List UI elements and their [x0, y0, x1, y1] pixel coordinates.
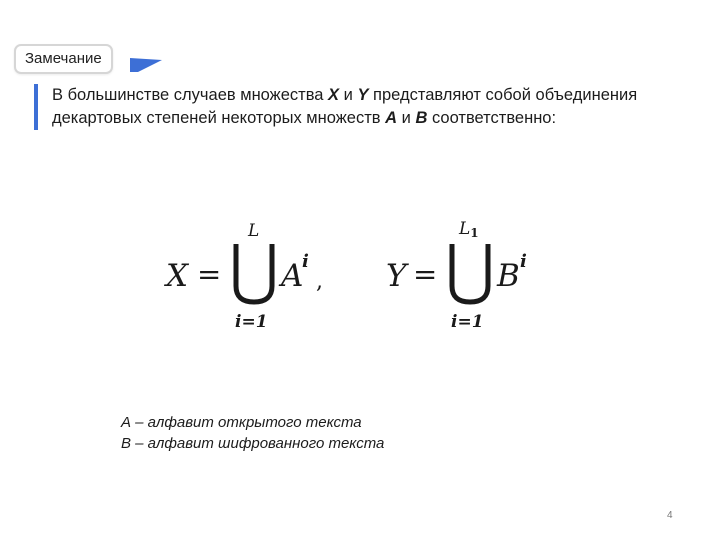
- note-line-1: [52, 84, 720, 107]
- set-a-label: A: [385, 109, 398, 127]
- note-text: и: [339, 86, 358, 104]
- note-text: представляют собой объединения: [368, 86, 638, 104]
- legend: [121, 412, 384, 454]
- union-symbol-2: [452, 244, 488, 302]
- formula-lhs-y: Y: [386, 258, 407, 294]
- note-text: В большинстве случаев множества: [52, 86, 329, 104]
- union-lower-1: i=1: [235, 312, 268, 332]
- base-a: A: [281, 258, 304, 294]
- page-number: 4: [667, 510, 673, 521]
- formula-equals-2: =: [413, 257, 438, 291]
- set-y-label: Y: [357, 86, 369, 104]
- note-block: [34, 84, 720, 130]
- base-b: B: [497, 258, 520, 294]
- exp-b: i: [520, 251, 527, 272]
- formula-comma: ,: [316, 269, 323, 294]
- set-b-label: B: [415, 109, 428, 127]
- union-upper-1: L: [248, 221, 260, 241]
- note-text: соответственно:: [427, 109, 557, 127]
- note-text: и: [397, 109, 416, 127]
- badge-tail-shape: [130, 58, 162, 72]
- note-line-2: [52, 107, 720, 130]
- section-badge-wrap: [14, 44, 113, 74]
- exp-a: i: [302, 251, 309, 272]
- formula-lhs-x: X: [166, 258, 189, 294]
- set-x-label: X: [328, 86, 340, 104]
- section-badge: Замечание: [14, 44, 113, 74]
- formula: [0, 200, 720, 340]
- union-symbol-1: [236, 244, 272, 302]
- union-lower-2: i=1: [451, 312, 484, 332]
- legend-line-2: В – алфавит шифрованного текста: [121, 435, 385, 452]
- legend-line-1: А – алфавит открытого текста: [121, 414, 362, 431]
- union-upper-2: L1: [459, 219, 479, 240]
- formula-equals-1: =: [197, 257, 222, 291]
- note-text: декартовых степеней некоторых множеств: [52, 109, 386, 127]
